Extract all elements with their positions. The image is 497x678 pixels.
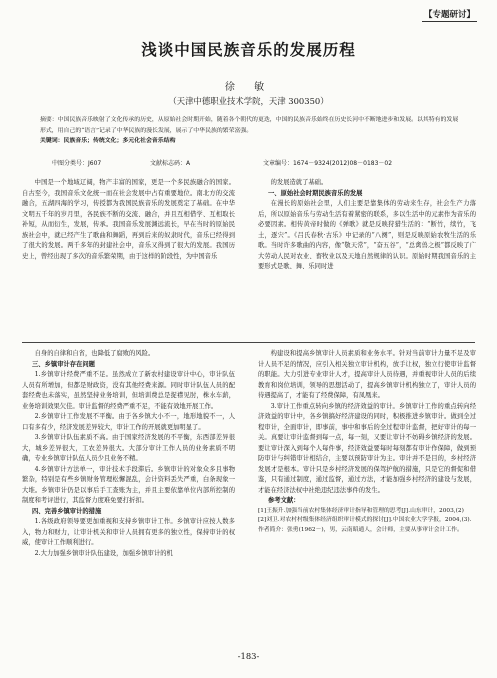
abstract [40,115,460,147]
article-author: 徐 敏 [224,82,273,93]
paragraph: 的发展造就了基础。 [270,179,328,186]
section-heading: 四、完善乡镇审计的措施 [32,507,102,515]
upper-right-column [258,178,476,273]
paragraph: 中国是一个地域辽阔，物产丰富的国家，更是一个多民族融合的国家。自古至今，我国音乐文化统一而在社会发展中占有重要地位。南北方的交流融合，五湖四海的学习，传授都为我国民族音乐的发展奠定了基础。在中华文明五千年的岁月里，各民族不断的交流、融合，并且互相借学、互相取长补短，从而衍生，发展，传承。我国音乐发展渊远流长，早在当时的原始民族社会中，就已经产生了歌曲和舞蹈，再到后来的奴隶时代，音乐已经得到了很大的发展。两千多年的封建社会中，音乐又得到了很大的发展。我国历史上，曾经出现了多次的音乐繁荣期，由于这样的阶段性，为中国音乐 [22,179,235,260]
reference-item: [2]刘卫.对农村村级集体经济组织审计模式的探讨[J].中国农业大学学报，2004,(3). [258,517,472,523]
paragraph: 1.乡镇审计经费严重不足。虽然成立了新农村建设审计中心，审计队伍人员有所增加，但都是财政资，没有其他经费来源。同时审计队伍人员的配套经费也未落实，虽然坚持业务培训，但培训费总是捉襟见肘，株水车薪，业务培训效果欠佳。审计监督的经费严重不足，不能有效地开展工作。 [22,371,235,410]
abstract-text: 摘要：中国民族音乐映射了文化传承的历史，从原始社会时期开始，随着各个朝代的更迭，中国的民族音乐始终在历史长河中不断地进步和发展。以其特有的发展形式，用自己的“语言”记录了中华民族的漫长发展，展示了中华民族的繁荣富强。 [40,117,459,134]
paragraph: 2.大力加强乡镇审计队伍建设，加强乡镇审计的机 [34,549,173,557]
paragraph: 自身的自律和自省，也降低了腐败的风险。 [34,350,155,357]
section-heading: 一、原始社会时期民族音乐的发展 [268,189,363,197]
section-tag: 【专题研讨】 [423,10,475,20]
reference-item: [1]王振升.加强当前农村集体经济审计指导和管理的思考[J].山东审计，2003,(2) [258,507,464,514]
keywords: 关键词：民族音乐；传统文化；多元化社会音乐结构 [40,138,176,144]
clc-number: 中图分类号：J607 [52,160,102,167]
document-code: 文献标志码：A [150,160,191,167]
author-affiliation: （天津中德职业技术学院，天津 300350） [168,96,329,106]
paragraph: 在漫长的原始社会里，人们主要是靠集体的劳动来生存，社会生产力落后，所以原始音乐与劳动生活有着紧密的联系，多以生活中的元素作为音乐的必要因素。相传黄帝时做的《弹歌》就是反映狩猎生活的：“断竹，续竹，飞土，逐宍”。《吕氏春秋·古乐》中记录的“八阕”，则是反映原始农牧生活的乐歌。当时许多歌曲的内容，像“敬天常”，“奋五谷”，“总禽兽之极”都反映了广大劳动人民对农业、畜牧业以及天地自然规律的认识。原始时期我国音乐的主要形式是歌、舞、乐同时进 [258,200,476,270]
lower-right-column [258,349,476,535]
upper-left-column [22,178,235,262]
paragraph: 3.乡镇审计队伍素质不高。由于国家经济发展的不平衡，东西部差异很大，城乡差异很大，工农差异很大。大部分审计工作人员的业务素质不明确，专业乡镇审计队伍人员少且业务不精。 [22,434,235,462]
lower-left-column [22,349,235,559]
author-bio: 作者简介：张勇(1962－)，男，云南昭通人，会计师，主要从事审计会计工作。 [258,526,463,533]
paragraph: 构建设和提高乡镇审计人员素质和业务水平。针对当前审计力量不足及审计人员不足的情况，应引入相关独立审计机构，放手让权，独立行使审计监督的职能。大力引进专业审计人才，提高审计人员待遇，并重视审计人员的后续教育和岗位培训，领导的思想活动了，提高乡镇审计机构独立了，审计人员的待遇提高了，才能有了经费保障，有凤凰来。 [258,350,476,399]
article-number: 文章编号：1674－9324(2012)08－0183－02 [263,160,393,167]
paragraph: 4.乡镇审计方法单一，审计技术手段滞后。乡镇审计的对象众多且事物繁杂，特别是有些乡镇财务管理松懈混乱，会计资料丢失严重，白条现象一大堆。乡镇审计仍是以事后手工查账为主，并且主要依靠单位内部所控制的制度和考评进行，其监督力度难免要打折扣。 [22,465,235,504]
paragraph: 3.审计工作重点转向乡镇的经济效益的审计。乡镇审计工作的重点转向经济效益的审计中，各乡镇搞好经济建设的同时，积极推进乡镇审计。做到全过程审计，全面审计，即事前，事中和事后的全过程审计监督，把好审计的每一关。真要让审计监督到每一点，每一刻，又要让审计不妨碍乡镇经济的发展。要让审计深入到每个人每件事，经济效益要每时每刻都有审计作保障，做到预防审计与纠错审计相结合，主要以预防审计为主。审计并不是目的，乡村经济发展才是根本。审计只是乡村经济发展的保驾护航的措施，只是它的督促和借鉴，只有通过制度，通过监督，通过方法，才能加强乡村经济的建设与发展，才能在经济法权中社绝违纪违法事件的发生。 [258,402,476,494]
section-heading: 三、乡镇审计存在问题 [32,360,95,368]
references-heading: 参考文献： [268,497,300,504]
article-title: 浅谈中国民族音乐的发展历程 [141,41,356,59]
paragraph: 2.乡镇审计工作发展不平衡。由于各乡镇大小不一，地形地貌不一，人口有多有少，经济发展差异较大，审计工作的开展就更加明显了。 [22,413,235,431]
page-number: -183- [237,651,260,661]
paragraph: 1.各级政府领导要更加重视和支持乡镇审计工作。乡镇审计应按人数多入，物力和财力，让审计机关和审计人员拥有更多的独立性，保持审计的权威，使审计工作顺利进行。 [22,518,235,546]
section-divider [22,342,475,343]
